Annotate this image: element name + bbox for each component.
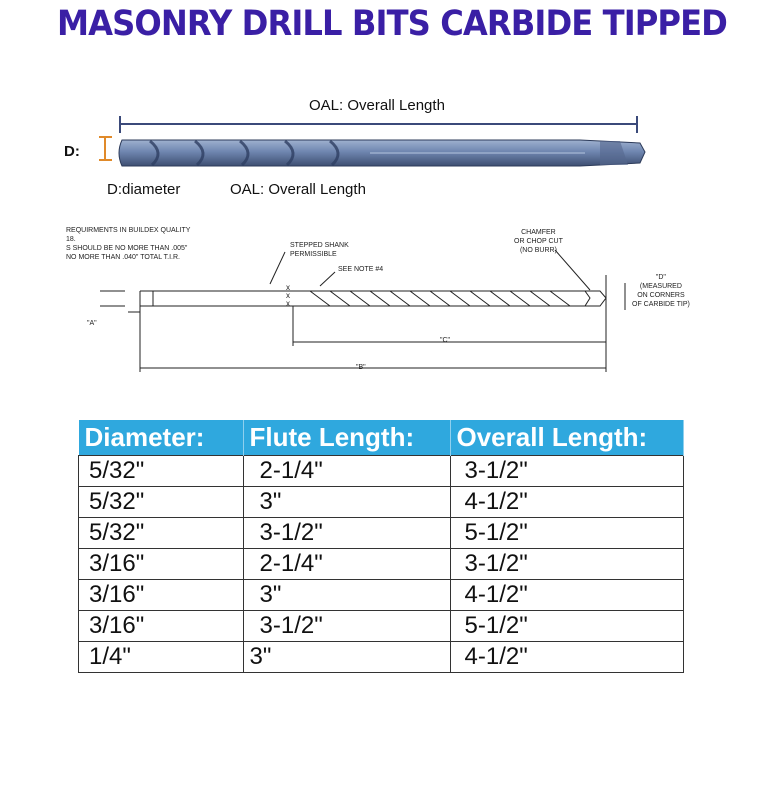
table-row [79,611,684,642]
cell-flute-length: 3-1/2" [243,518,450,549]
table-row [79,518,684,549]
see-note-label: SEE NOTE #4 [338,266,384,273]
cell-flute-length: 3-1/2" [243,611,450,642]
cell-diameter: 5/32" [79,456,244,487]
cell-flute-length: 3" [243,487,450,518]
cell-diameter: 5/32" [79,518,244,549]
cell-diameter: 1/4" [79,642,244,673]
page-title: MASONRY DRILL BITS CARBIDE TIPPED [57,4,727,44]
cell-overall-length: 4-1/2" [450,580,684,611]
d-measure-note: "D" (MEASURED ON CORNERS OF CARBIDE TIP) [632,274,690,308]
cell-flute-length: 2-1/4" [243,456,450,487]
dim-a-label: "A" [87,320,97,327]
cell-overall-length: 4-1/2" [450,487,684,518]
table-row [79,580,684,611]
cell-diameter: 3/16" [79,580,244,611]
cell-overall-length: 4-1/2" [450,642,684,673]
svg-text:x: x [286,299,290,308]
table-header-row [79,420,684,456]
stepped-shank-note: STEPPED SHANK PERMISSIBLE [290,242,349,258]
table-row [79,549,684,580]
dim-b-label: "B" [356,364,366,371]
table-row [79,487,684,518]
chamfer-note: CHAMFER OR CHOP CUT (NO BURR) [514,229,563,254]
cell-flute-length: 3" [243,580,450,611]
quality-notes: REQUIRMENTS IN BUILDEX QUALITY 18. S SHOULD BE NO MORE THAN .005" NO MORE THAN .040" TOTAL T.I.R. [66,227,191,261]
table-row [79,642,684,673]
caption-diameter: D:diameter [107,181,181,198]
cell-diameter: 3/16" [79,549,244,580]
header-diameter: Diameter: [79,420,244,456]
header-flute-length: Flute Length: [243,420,450,456]
header-overall-length: Overall Length: [450,420,684,456]
dim-c-label: "C" [440,337,451,344]
caption-oal: OAL: Overall Length [230,181,366,198]
cell-overall-length: 5-1/2" [450,611,684,642]
svg-text:x: x [286,283,290,292]
cell-overall-length: 3-1/2" [450,549,684,580]
cell-diameter: 5/32" [79,487,244,518]
cell-overall-length: 5-1/2" [450,518,684,549]
oal-label: OAL: Overall Length [309,97,445,114]
cell-flute-length: 2-1/4" [243,549,450,580]
svg-text:x: x [286,291,290,300]
spec-table [78,420,684,673]
cell-overall-length: 3-1/2" [450,456,684,487]
cell-diameter: 3/16" [79,611,244,642]
cell-flute-length: 3" [243,642,450,673]
d-label: D: [64,143,80,160]
table-row [79,456,684,487]
